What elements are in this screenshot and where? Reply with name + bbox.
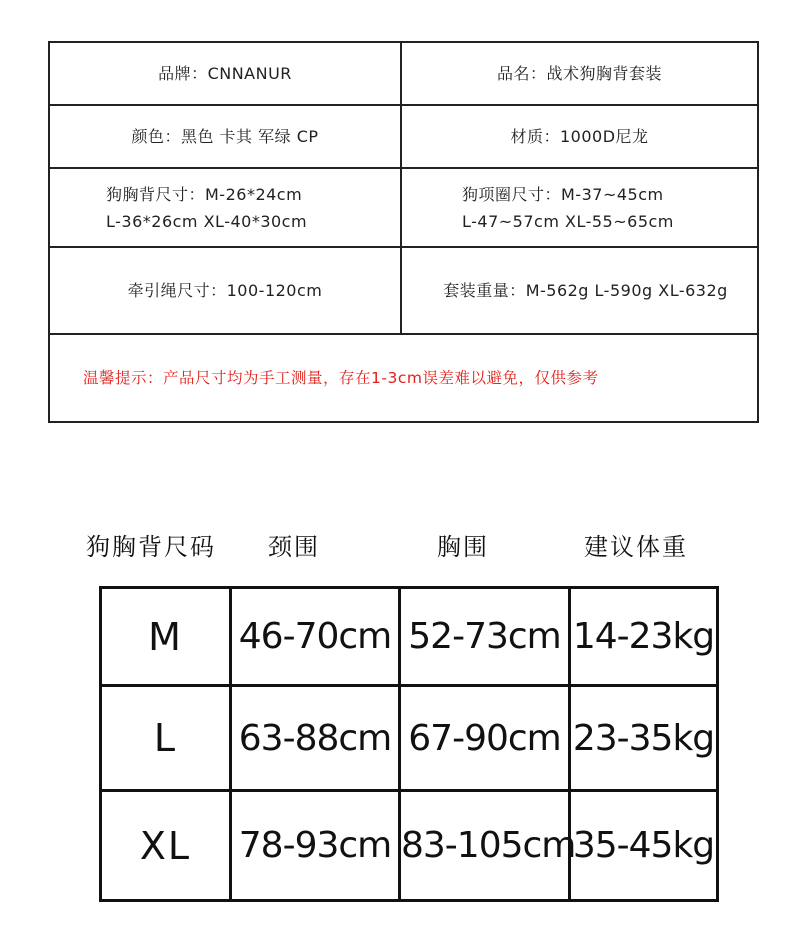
material-cell: 材质：1000D尼龙 — [401, 105, 758, 168]
harness-size-cell — [49, 168, 401, 247]
collar-size-line1: 狗项圈尺寸：M-37~45cm — [462, 184, 664, 204]
chest-girth-value: 83-105cm — [400, 791, 570, 901]
harness-size-line1: 狗胸背尺寸：M-26*24cm — [106, 184, 303, 204]
spec-row — [49, 105, 758, 168]
spec-row — [49, 334, 758, 422]
collar-size-line2: L-47~57cm XL-55~65cm — [462, 211, 674, 231]
chest-girth-value: 52-73cm — [400, 588, 570, 686]
spec-row — [49, 168, 758, 247]
weight-value: 35-45kg — [570, 791, 718, 901]
collar-size-cell — [401, 168, 758, 247]
header-suggested-weight: 建议体重 — [584, 533, 688, 561]
header-chest-girth: 胸围 — [437, 533, 489, 561]
header-neck-girth: 颈围 — [268, 533, 320, 561]
size-chart-table — [99, 586, 719, 902]
measurement-note: 温馨提示：产品尺寸均为手工测量，存在1-3cm误差难以避免，仅供参考 — [49, 334, 758, 422]
size-label: M — [101, 588, 231, 686]
weight-value: 14-23kg — [570, 588, 718, 686]
neck-girth-value: 63-88cm — [231, 686, 400, 791]
header-harness-size: 狗胸背尺码 — [86, 533, 216, 561]
product-name-cell: 品名：战术狗胸背套装 — [401, 42, 758, 105]
weight-value: 23-35kg — [570, 686, 718, 791]
size-row-xl — [101, 791, 718, 901]
size-label: L — [101, 686, 231, 791]
spec-row — [49, 42, 758, 105]
neck-girth-value: 46-70cm — [231, 588, 400, 686]
size-label: XL — [101, 791, 231, 901]
size-row-l — [101, 686, 718, 791]
brand-cell: 品牌：CNNANUR — [49, 42, 401, 105]
neck-girth-value: 78-93cm — [231, 791, 400, 901]
spec-row — [49, 247, 758, 334]
product-spec-table — [48, 41, 759, 423]
harness-size-line2: L-36*26cm XL-40*30cm — [106, 211, 308, 231]
color-cell: 颜色：黑色 卡其 军绿 CP — [49, 105, 401, 168]
chest-girth-value: 67-90cm — [400, 686, 570, 791]
leash-size-cell: 牵引绳尺寸：100-120cm — [49, 247, 401, 334]
size-row-m — [101, 588, 718, 686]
set-weight-cell: 套装重量：M-562g L-590g XL-632g — [401, 247, 758, 334]
